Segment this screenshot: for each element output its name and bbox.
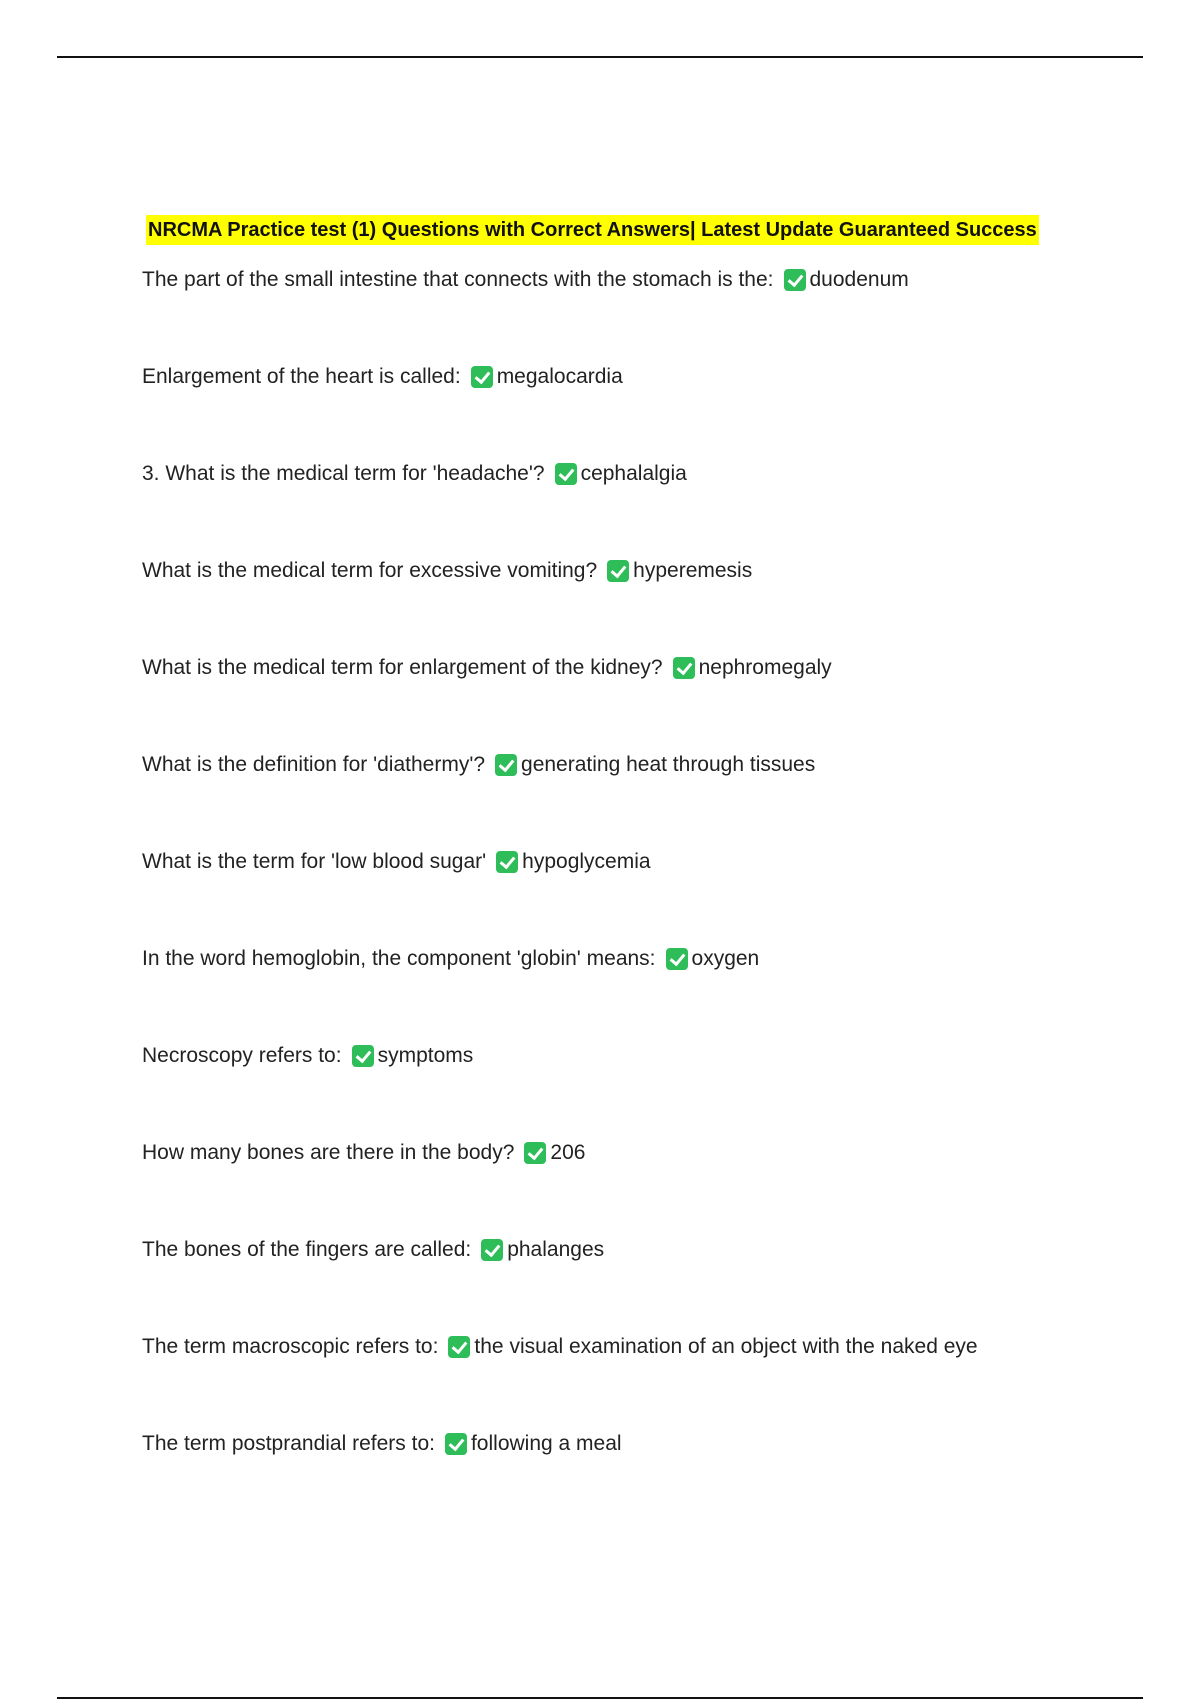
- answer-text: megalocardia: [496, 365, 623, 388]
- qa-item: [142, 1232, 604, 1268]
- checkmark-icon: [496, 851, 518, 873]
- answer-text: nephromegaly: [698, 656, 832, 679]
- checkmark-icon: [471, 366, 493, 388]
- checkmark-icon: [448, 1336, 470, 1358]
- answer-text: duodenum: [809, 268, 909, 291]
- answer-text: 206: [550, 1141, 586, 1164]
- checkmark-icon: [607, 560, 629, 582]
- question-text: The bones of the fingers are called:: [142, 1238, 472, 1261]
- checkmark-icon: [666, 948, 688, 970]
- answer-text: the visual examination of an object with the naked eye: [474, 1335, 978, 1358]
- qa-item: [142, 262, 909, 298]
- answer-text: following a meal: [470, 1432, 622, 1455]
- checkmark-icon: [352, 1045, 374, 1067]
- question-text: The part of the small intestine that connects with the stomach is the:: [142, 268, 774, 291]
- question-text: Enlargement of the heart is called:: [142, 365, 461, 388]
- qa-item: [142, 1329, 978, 1365]
- checkmark-icon: [495, 754, 517, 776]
- checkmark-icon: [555, 463, 577, 485]
- question-text: Necroscopy refers to:: [142, 1044, 342, 1067]
- answer-text: oxygen: [691, 947, 760, 970]
- question-text: 3. What is the medical term for 'headache'?: [142, 462, 545, 485]
- qa-item: [142, 456, 687, 492]
- footer-rule: [57, 1697, 1143, 1699]
- checkmark-icon: [445, 1433, 467, 1455]
- question-text: In the word hemoglobin, the component 'globin' means:: [142, 947, 656, 970]
- question-text: What is the term for 'low blood sugar': [142, 850, 487, 873]
- qa-item: [142, 941, 759, 977]
- qa-item: [142, 359, 623, 395]
- answer-text: phalanges: [507, 1238, 605, 1261]
- header-rule: [57, 56, 1143, 58]
- question-text: The term postprandial refers to:: [142, 1432, 435, 1455]
- answer-text: symptoms: [377, 1044, 474, 1067]
- checkmark-icon: [481, 1239, 503, 1261]
- checkmark-icon: [524, 1142, 546, 1164]
- qa-item: [142, 553, 752, 589]
- answer-text: hyperemesis: [633, 559, 753, 582]
- document-title: NRCMA Practice test (1) Questions with Correct Answers| Latest Update Guaranteed Success: [146, 215, 1039, 245]
- question-text: What is the medical term for enlargement of the kidney?: [142, 656, 663, 679]
- answer-text: hypoglycemia: [522, 850, 651, 873]
- qa-item: [142, 747, 815, 783]
- qa-item: [142, 844, 651, 880]
- qa-item: [142, 1426, 622, 1462]
- checkmark-icon: [784, 269, 806, 291]
- checkmark-icon: [673, 657, 695, 679]
- qa-item: [142, 1135, 585, 1171]
- question-text: What is the medical term for excessive vomiting?: [142, 559, 598, 582]
- document-title-container: [146, 214, 1039, 246]
- answer-text: generating heat through tissues: [521, 753, 816, 776]
- answer-text: cephalalgia: [580, 462, 687, 485]
- qa-item: [142, 1038, 473, 1074]
- question-text: What is the definition for 'diathermy'?: [142, 753, 486, 776]
- question-text: The term macroscopic refers to:: [142, 1335, 439, 1358]
- qa-item: [142, 650, 832, 686]
- question-text: How many bones are there in the body?: [142, 1141, 515, 1164]
